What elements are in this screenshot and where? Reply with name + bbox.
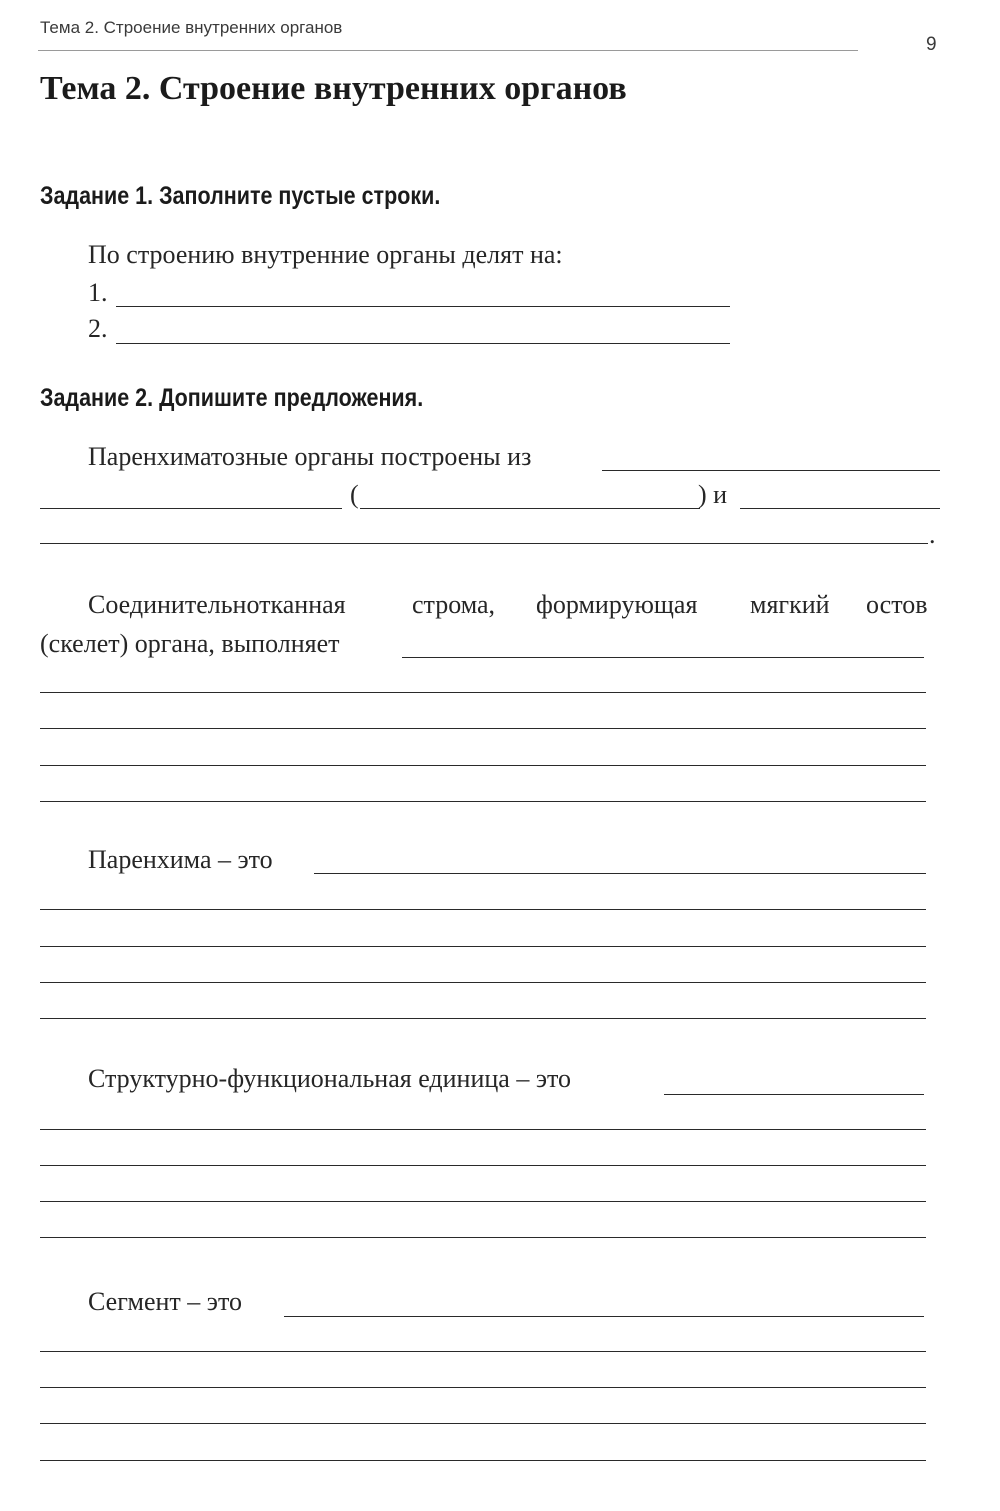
running-header: Тема 2. Строение внутренних органов [40, 18, 343, 37]
parenchyma-blank-3[interactable] [40, 946, 926, 947]
stroma-blank-4[interactable] [40, 765, 926, 766]
unit-blank-3[interactable] [40, 1165, 926, 1166]
stroma-word-3: формирующая [536, 590, 698, 619]
open-paren-text: ( [350, 480, 359, 509]
segment-blank-5[interactable] [40, 1460, 926, 1461]
task1-prompt: По строению внутренние органы делят на: [88, 240, 563, 269]
stroma-blank-2[interactable] [40, 692, 926, 693]
stroma-blank-5[interactable] [40, 801, 926, 802]
segment-blank-1[interactable] [284, 1316, 924, 1317]
close-paren-and-text: ) и [698, 480, 728, 509]
task1-item-1-blank[interactable] [116, 306, 730, 307]
unit-blank-4[interactable] [40, 1201, 926, 1202]
stroma-word-4: мягкий [750, 590, 830, 619]
unit-blank-5[interactable] [40, 1237, 926, 1238]
stroma-blank-3[interactable] [40, 728, 926, 729]
segment-blank-3[interactable] [40, 1387, 926, 1388]
task1-item-1-number: 1. [88, 278, 108, 307]
stroma-line2-text: (скелет) органа, выполняет [40, 629, 340, 658]
task2-heading: Задание 2. Допишите предложения. [40, 384, 424, 412]
unit-blank-1[interactable] [664, 1094, 924, 1095]
stroma-blank-1[interactable] [402, 657, 924, 658]
page-title: Тема 2. Строение внутренних органов [40, 70, 627, 107]
parenchyma-blank-4[interactable] [40, 982, 926, 983]
parenchymal-blank-3[interactable] [360, 508, 700, 509]
segment-blank-2[interactable] [40, 1351, 926, 1352]
parenchymal-lead-text: Паренхиматозные органы построены из [88, 442, 532, 471]
stroma-word-1: Соединительнотканная [88, 590, 346, 619]
parenchymal-blank-1[interactable] [602, 470, 940, 471]
segment-text: Сегмент – это [88, 1287, 242, 1316]
parenchyma-blank-5[interactable] [40, 1018, 926, 1019]
parenchymal-blank-2[interactable] [40, 508, 342, 509]
segment-blank-4[interactable] [40, 1423, 926, 1424]
parenchyma-blank-2[interactable] [40, 909, 926, 910]
task1-heading: Задание 1. Заполните пустые строки. [40, 182, 441, 210]
stroma-word-5: остов [866, 590, 928, 619]
task1-item-2-number: 2. [88, 314, 108, 343]
parenchymal-blank-4[interactable] [740, 508, 940, 509]
end-period-text: . [929, 520, 936, 549]
unit-blank-2[interactable] [40, 1129, 926, 1130]
parenchyma-text: Паренхима – это [88, 845, 273, 874]
parenchyma-blank-1[interactable] [314, 873, 926, 874]
unit-text: Структурно-функциональная единица – это [88, 1064, 572, 1093]
parenchymal-blank-5[interactable] [40, 543, 928, 544]
task1-item-2-blank[interactable] [116, 343, 730, 344]
header-rule [38, 50, 858, 51]
stroma-word-2: строма, [412, 590, 496, 619]
page-number: 9 [926, 34, 937, 55]
